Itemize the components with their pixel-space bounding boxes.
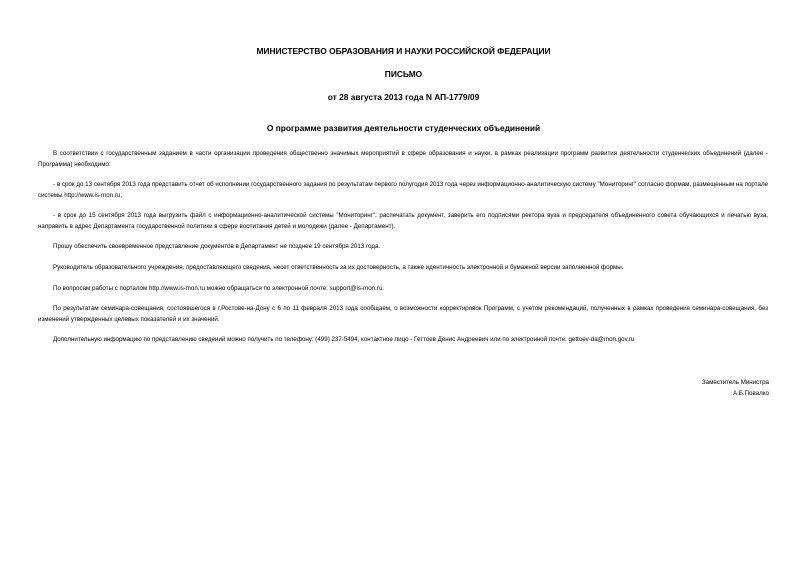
paragraph-intro: В соответствии с государственным заданием в части организации проведения общественно значимых мероприятий в сфере образования и науки, в рамках реализации программ развития деятельности студенческих объединений (далее - Программа) необходимо:: [38, 150, 768, 168]
date-number-heading: от 28 августа 2013 года N АП-1779/09: [327, 92, 480, 102]
signature-name: А.Б.Повалко: [732, 390, 769, 397]
doc-type-heading: ПИСЬМО: [384, 69, 423, 79]
signature-position: Заместитель Министра: [701, 379, 769, 386]
paragraph-support: По вопросам работы с порталом http://www.is-mon.ru можно обращаться по электронной почте: support@is-mon.ru.: [53, 285, 385, 292]
paragraph-item-2: - в срок до 15 сентября 2013 года выгрузить файл с информационно-аналитической системы "Мониторинг", распечатать документ, заверить его подписями ректора вуза и председателя объединенного совета обучающихся и печатью вуза, направить в адрес Департамента государственной политики в сфере воспитания детей и молодежи (далее - Департамент).: [38, 212, 768, 230]
paragraph-item-1: - в срок до 13 сентября 2013 года представить отчет об исполнении государственного задания по результатам первого полугодия 2013 года через информационно-аналитическую систему "Мониторинг" согласно формам, размещенным на портале системы http://www.is-mon.ru;: [38, 181, 768, 199]
paragraph-contact: Дополнительную информацию по представлению сведений можно получить по телефону: (499) 237-5494, контактное лицо - Геттоев Денис Андреевич или по электронной почте: gettoev-da@mon.gov.ru: [53, 336, 635, 343]
paragraph-deadline: Прошу обеспечить своевременное представление документов в Департамент не позднее 19 сентября 2013 года.: [53, 243, 381, 250]
paragraph-seminar: По результатам семинара-совещания, состоявшегося в г.Ростове-на-Дону с 6 по 11 февраля 2013 года сообщаем, о возможности корректировок Программ, с учетом рекомендаций, полученных в рамках проведения семинара-совещания, без изменений утвержденных целевых показателей и их значений.: [38, 305, 768, 323]
subject-heading: О программе развития деятельности студенческих объединений: [266, 123, 541, 133]
ministry-heading: МИНИСТЕРСТВО ОБРАЗОВАНИЯ И НАУКИ РОССИЙСКОЙ ФЕДЕРАЦИИ: [256, 46, 551, 56]
paragraph-responsibility: Руководитель образовательного учреждения, предоставляющего сведения, несет ответственность за их достоверность, а также идентичность электронной и бумажной версии заполненной формы.: [53, 264, 624, 271]
